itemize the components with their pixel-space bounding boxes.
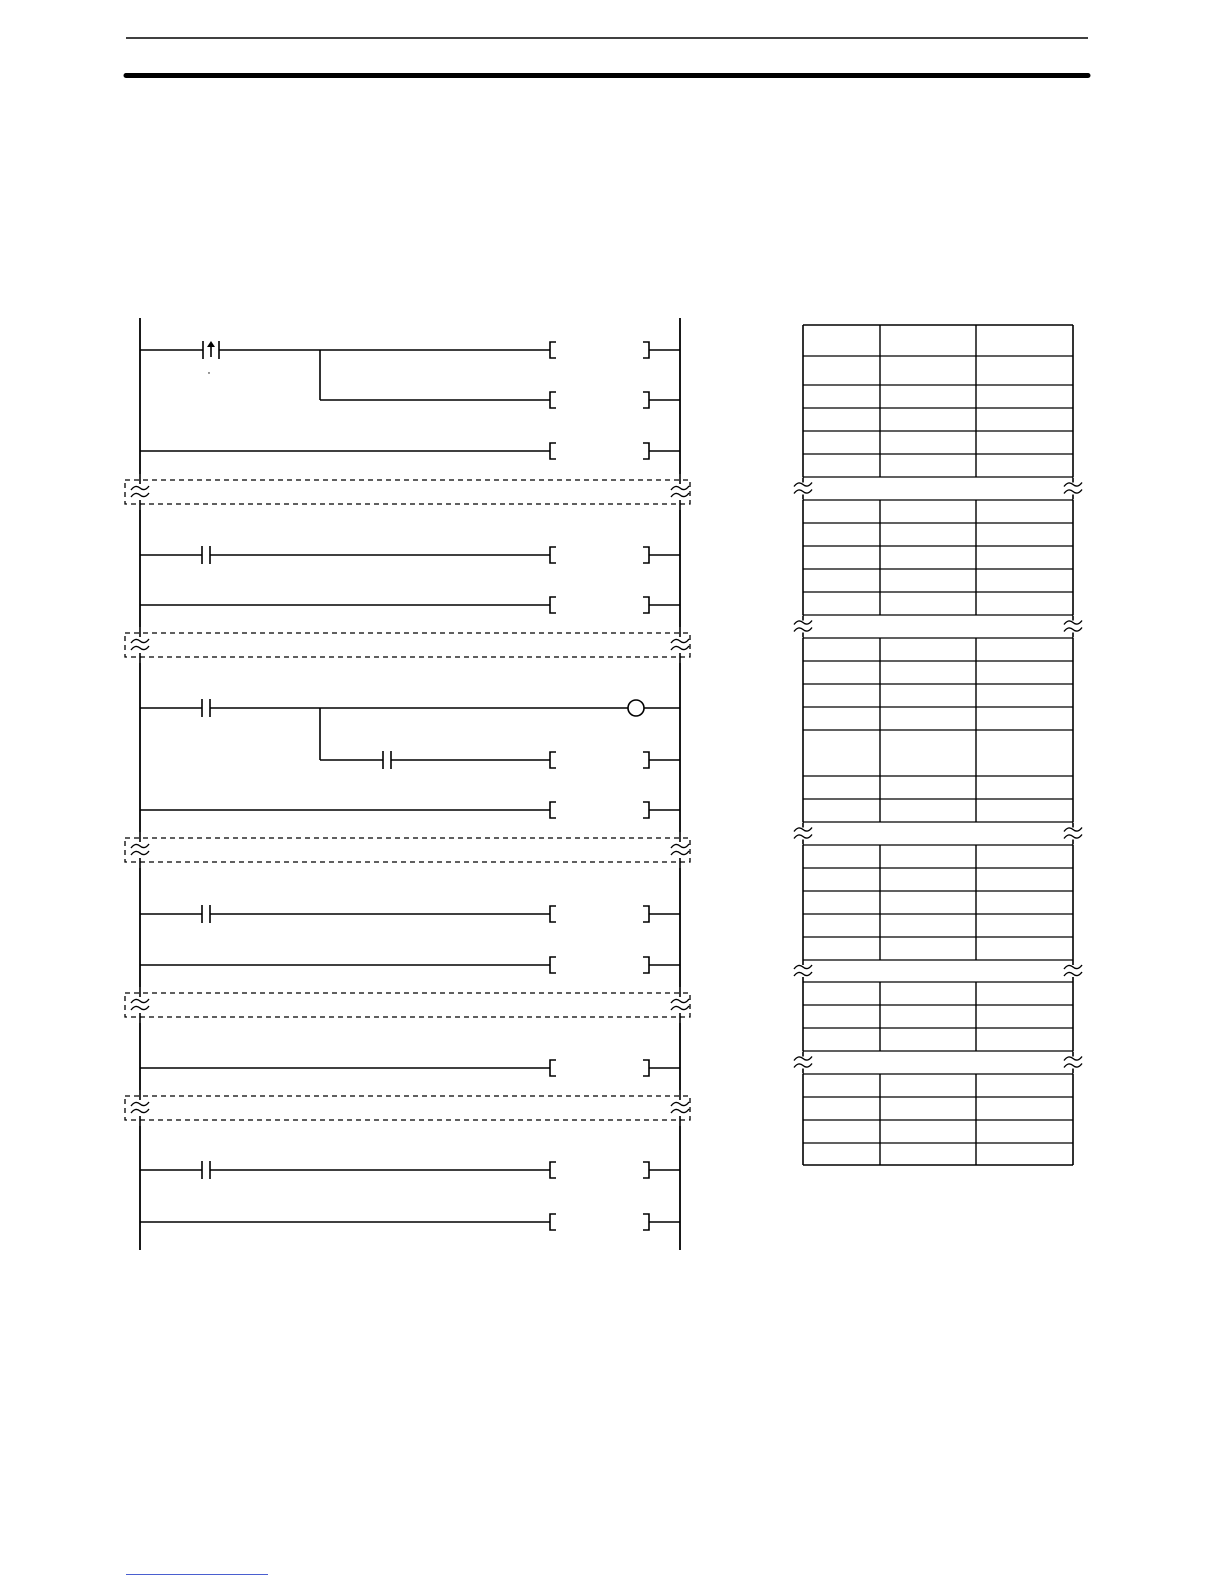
table-segment-2: [803, 500, 1073, 615]
rung-group-3: [140, 699, 680, 818]
rail-break-3: [125, 832, 693, 868]
instruction-left-bracket: [550, 1060, 556, 1076]
rail-break-1: [125, 474, 693, 510]
instruction-left-bracket: [550, 957, 556, 973]
instruction-right-bracket: [643, 1162, 649, 1178]
omission-dashed-box: [125, 633, 690, 657]
instruction-left-bracket: [550, 1214, 556, 1230]
instruction-left-bracket: [550, 392, 556, 408]
instruction-left-bracket: [550, 906, 556, 922]
instruction-left-bracket: [550, 443, 556, 459]
instruction-right-bracket: [643, 547, 649, 563]
omission-dashed-box: [125, 1096, 690, 1120]
table-break-5: [790, 1052, 1086, 1074]
rail-break-5: [125, 1090, 693, 1126]
instruction-right-bracket: [643, 1060, 649, 1076]
table-segment-3: [803, 638, 1073, 822]
ladder-diagram: [125, 318, 693, 1250]
up-arrow-head: [207, 341, 215, 347]
instruction-left-bracket: [550, 342, 556, 358]
differentiated-up-contact-icon: [203, 341, 219, 374]
rung-group-4: [140, 905, 680, 973]
table-segment-1: [803, 325, 1073, 477]
omission-dashed-box: [125, 480, 690, 504]
instruction-left-bracket: [550, 1162, 556, 1178]
normally-open-contact-icon: [202, 546, 210, 564]
rung-group-2: [140, 546, 680, 613]
table-break-3: [790, 823, 1086, 845]
instruction-left-bracket: [550, 752, 556, 768]
instruction-right-bracket: [643, 597, 649, 613]
output-instruction: [550, 547, 680, 563]
output-instruction: [550, 1060, 680, 1076]
omission-dashed-box: [125, 838, 690, 862]
table-break-2: [790, 616, 1086, 638]
output-instruction: [550, 802, 680, 818]
output-instruction: [550, 392, 680, 408]
instruction-right-bracket: [643, 802, 649, 818]
normally-open-contact-icon: [202, 1161, 210, 1179]
omission-dashed-box: [125, 993, 690, 1017]
instruction-right-bracket: [643, 752, 649, 768]
output-instruction: [550, 752, 680, 768]
coil-circle: [628, 700, 644, 716]
table-segment-5: [803, 982, 1073, 1051]
output-instruction: [550, 1162, 680, 1178]
output-coil-icon: [628, 700, 680, 716]
instruction-right-bracket: [643, 1214, 649, 1230]
output-instruction: [550, 597, 680, 613]
rung-group-5: [140, 1060, 680, 1076]
output-instruction: [550, 443, 680, 459]
rail-break-2: [125, 627, 693, 663]
instruction-right-bracket: [643, 957, 649, 973]
table-segment-6: [803, 1074, 1073, 1165]
output-instruction: [550, 342, 680, 358]
output-instruction: [550, 906, 680, 922]
table-break-1: [790, 478, 1086, 500]
normally-open-contact-icon: [202, 905, 210, 923]
mnemonic-table: [790, 325, 1086, 1165]
instruction-right-bracket: [643, 342, 649, 358]
rung-group-6: [140, 1161, 680, 1230]
instruction-left-bracket: [550, 547, 556, 563]
table-segment-4: [803, 845, 1073, 960]
footer-link[interactable]: [126, 1574, 268, 1575]
instruction-right-bracket: [643, 443, 649, 459]
table-break-4: [790, 960, 1086, 982]
instruction-left-bracket: [550, 597, 556, 613]
normally-open-contact-icon: [383, 751, 391, 769]
output-instruction: [550, 957, 680, 973]
rung-group-1: [140, 341, 680, 459]
instruction-left-bracket: [550, 802, 556, 818]
rail-break-4: [125, 987, 693, 1023]
instruction-right-bracket: [643, 906, 649, 922]
instruction-right-bracket: [643, 392, 649, 408]
label-dot: [208, 372, 209, 373]
output-instruction: [550, 1214, 680, 1230]
normally-open-contact-icon: [202, 699, 210, 717]
